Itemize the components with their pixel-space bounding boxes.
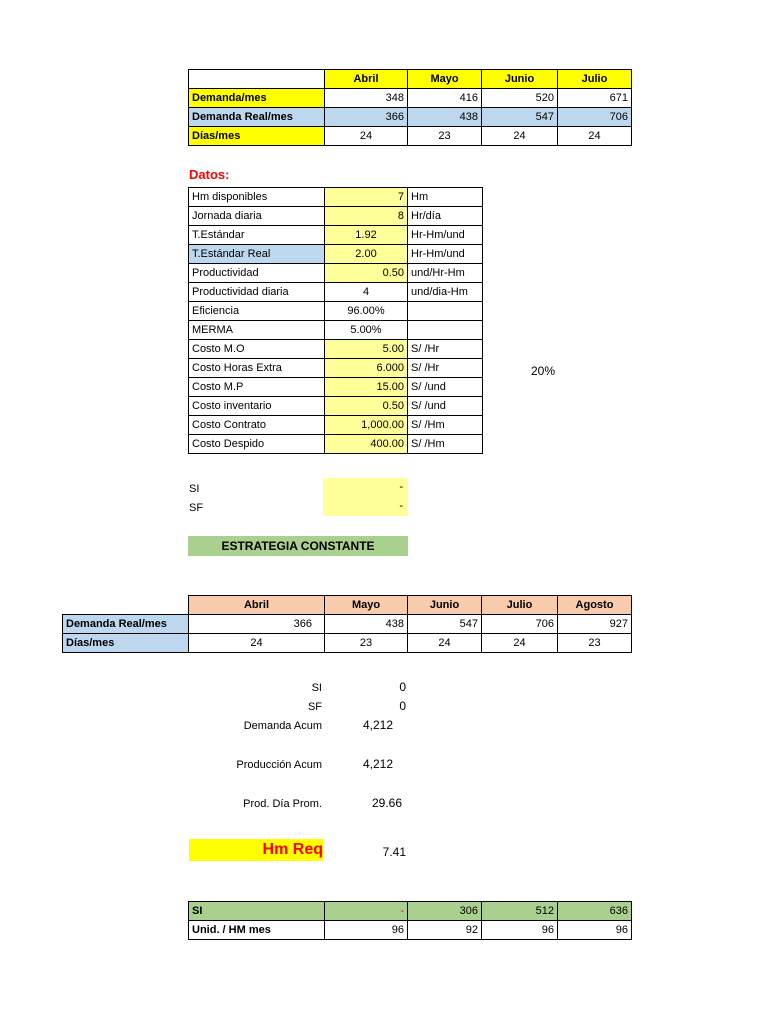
- demanda-acum-value[interactable]: 4,212: [362, 718, 393, 732]
- value-cell[interactable]: -: [325, 902, 408, 921]
- demand-table: [188, 69, 632, 146]
- value-cell[interactable]: 547: [482, 108, 558, 127]
- param-label[interactable]: Hm disponibles: [189, 188, 325, 207]
- value-cell[interactable]: 706: [482, 615, 558, 634]
- value-cell[interactable]: 24: [482, 634, 558, 653]
- sf-value-cell[interactable]: -: [323, 497, 408, 516]
- value-cell[interactable]: 706: [558, 108, 632, 127]
- table-row: [189, 302, 483, 321]
- table-row: [189, 108, 632, 127]
- value-cell[interactable]: 512: [482, 902, 558, 921]
- percent-cell[interactable]: 20%: [531, 364, 556, 378]
- row-label[interactable]: Días/mes: [189, 127, 325, 146]
- param-label[interactable]: Jornada diaria: [189, 207, 325, 226]
- param-value[interactable]: 0.50: [325, 397, 408, 416]
- value-cell[interactable]: 366: [325, 108, 408, 127]
- value-cell[interactable]: 927: [558, 615, 632, 634]
- value-cell[interactable]: 23: [558, 634, 632, 653]
- param-unit[interactable]: S/ /Hm: [408, 416, 483, 435]
- strategy-table-header: [63, 596, 632, 615]
- hm-req-label[interactable]: Hm Req: [189, 839, 323, 861]
- param-unit[interactable]: S/ /Hr: [408, 359, 483, 378]
- param-label[interactable]: T.Estándar Real: [189, 245, 325, 264]
- demanda-acum-label: Demanda Acum: [243, 720, 322, 732]
- produccion-acum-value[interactable]: 4,212: [362, 757, 393, 771]
- row-label[interactable]: Demanda Real/mes: [189, 108, 325, 127]
- table-row: [189, 359, 483, 378]
- corner-cell[interactable]: [189, 70, 325, 89]
- value-cell[interactable]: 636: [558, 902, 632, 921]
- param-label[interactable]: Costo Despido: [189, 435, 325, 454]
- param-label[interactable]: Costo Horas Extra: [189, 359, 325, 378]
- strategy-title[interactable]: ESTRATEGIA CONSTANTE: [188, 536, 408, 556]
- header-cell[interactable]: Julio: [482, 596, 558, 615]
- value-cell[interactable]: 96: [482, 921, 558, 940]
- table-row: [189, 921, 632, 940]
- param-value[interactable]: 5.00%: [325, 321, 408, 340]
- param-value[interactable]: 5.00: [325, 340, 408, 359]
- param-value[interactable]: 6.000: [325, 359, 408, 378]
- table-row: [189, 321, 483, 340]
- summary-sf-value[interactable]: 0: [399, 699, 406, 713]
- prod-dia-prom-label: Prod. Día Prom.: [243, 798, 322, 810]
- param-unit[interactable]: Hr/día: [408, 207, 483, 226]
- param-label[interactable]: Costo M.P: [189, 378, 325, 397]
- value-cell[interactable]: 348: [325, 89, 408, 108]
- prod-dia-prom-value[interactable]: 29.66: [371, 796, 402, 810]
- value-cell[interactable]: 24: [325, 127, 408, 146]
- param-value[interactable]: 7: [325, 188, 408, 207]
- value-cell[interactable]: 24: [408, 634, 482, 653]
- param-value[interactable]: 96.00%: [325, 302, 408, 321]
- value-cell[interactable]: 671: [558, 89, 632, 108]
- param-unit[interactable]: S/ /Hr: [408, 340, 483, 359]
- param-unit[interactable]: [408, 321, 483, 340]
- table-row: [63, 634, 632, 653]
- strategy-table: [62, 595, 632, 653]
- header-cell[interactable]: Mayo: [325, 596, 408, 615]
- value-cell[interactable]: 96: [325, 921, 408, 940]
- produccion-acum-label: Producción Acum: [236, 759, 322, 771]
- row-label[interactable]: SI: [189, 902, 325, 921]
- table-row: [189, 435, 483, 454]
- table-row: [189, 416, 483, 435]
- param-unit[interactable]: S/ /und: [408, 378, 483, 397]
- header-cell[interactable]: Junio: [482, 70, 558, 89]
- summary-si-value[interactable]: 0: [399, 680, 406, 694]
- param-label[interactable]: Costo Contrato: [189, 416, 325, 435]
- table-row: [189, 902, 632, 921]
- param-value[interactable]: 1.92: [325, 226, 408, 245]
- param-label[interactable]: Costo M.O: [189, 340, 325, 359]
- value-cell[interactable]: 24: [558, 127, 632, 146]
- table-row: [189, 127, 632, 146]
- row-label[interactable]: Unid. / HM mes: [189, 921, 325, 940]
- param-label[interactable]: Productividad diaria: [189, 283, 325, 302]
- param-label[interactable]: Productividad: [189, 264, 325, 283]
- value-cell[interactable]: 23: [408, 127, 482, 146]
- table-row: [189, 245, 483, 264]
- param-label[interactable]: T.Estándar: [189, 226, 325, 245]
- param-unit[interactable]: Hr-Hm/und: [408, 226, 483, 245]
- table-row: [189, 283, 483, 302]
- param-label[interactable]: MERMA: [189, 321, 325, 340]
- param-label[interactable]: Costo inventario: [189, 397, 325, 416]
- table-row: [189, 397, 483, 416]
- table-row: [63, 615, 632, 634]
- value-cell[interactable]: 92: [408, 921, 482, 940]
- value-cell[interactable]: 366: [189, 615, 325, 634]
- table-row: [189, 207, 483, 226]
- sf-label: SF: [189, 502, 204, 514]
- param-unit[interactable]: Hr-Hm/und: [408, 245, 483, 264]
- header-cell[interactable]: Agosto: [558, 596, 632, 615]
- table-row: [189, 378, 483, 397]
- demand-table-header: [189, 70, 632, 89]
- param-value[interactable]: 4: [325, 283, 408, 302]
- summary-sf-label: SF: [307, 701, 322, 713]
- param-value[interactable]: 15.00: [325, 378, 408, 397]
- table-row: [189, 264, 483, 283]
- param-unit[interactable]: S/ /und: [408, 397, 483, 416]
- row-label[interactable]: Demanda Real/mes: [63, 615, 189, 634]
- param-value[interactable]: 8: [325, 207, 408, 226]
- row-label[interactable]: Demanda/mes: [189, 89, 325, 108]
- param-label[interactable]: Eficiencia: [189, 302, 325, 321]
- header-cell[interactable]: Julio: [558, 70, 632, 89]
- row-label[interactable]: Días/mes: [63, 634, 189, 653]
- value-cell[interactable]: 306: [408, 902, 482, 921]
- value-cell[interactable]: 438: [408, 108, 482, 127]
- param-unit[interactable]: und/Hr-Hm: [408, 264, 483, 283]
- param-value[interactable]: 1,000.00: [325, 416, 408, 435]
- value-cell[interactable]: 438: [325, 615, 408, 634]
- table-row: [189, 340, 483, 359]
- param-unit[interactable]: S/ /Hm: [408, 435, 483, 454]
- header-cell[interactable]: Junio: [408, 596, 482, 615]
- value-cell[interactable]: 96: [558, 921, 632, 940]
- value-cell[interactable]: 24: [189, 634, 325, 653]
- header-cell[interactable]: Mayo: [408, 70, 482, 89]
- table-row: [189, 226, 483, 245]
- empty-cell: [63, 596, 189, 615]
- value-cell[interactable]: 416: [408, 89, 482, 108]
- header-cell[interactable]: Abril: [325, 70, 408, 89]
- hm-req-value[interactable]: 7.41: [382, 845, 406, 859]
- datos-table: [188, 187, 483, 454]
- value-cell[interactable]: 24: [482, 127, 558, 146]
- si-value-cell[interactable]: -: [323, 478, 408, 497]
- param-value[interactable]: 2.00: [325, 245, 408, 264]
- header-cell[interactable]: Abril: [189, 596, 325, 615]
- param-unit[interactable]: und/dia-Hm: [408, 283, 483, 302]
- param-value[interactable]: 400.00: [325, 435, 408, 454]
- summary-si-label: SI: [311, 682, 322, 694]
- value-cell[interactable]: 520: [482, 89, 558, 108]
- param-value[interactable]: 0.50: [325, 264, 408, 283]
- datos-title: Datos:: [189, 167, 230, 182]
- param-unit[interactable]: [408, 302, 483, 321]
- value-cell[interactable]: 547: [408, 615, 482, 634]
- value-cell[interactable]: 23: [325, 634, 408, 653]
- table-row: [189, 89, 632, 108]
- param-unit[interactable]: Hm: [408, 188, 483, 207]
- si-units-table: [188, 901, 632, 940]
- si-label: SI: [189, 483, 200, 495]
- table-row: [189, 188, 483, 207]
